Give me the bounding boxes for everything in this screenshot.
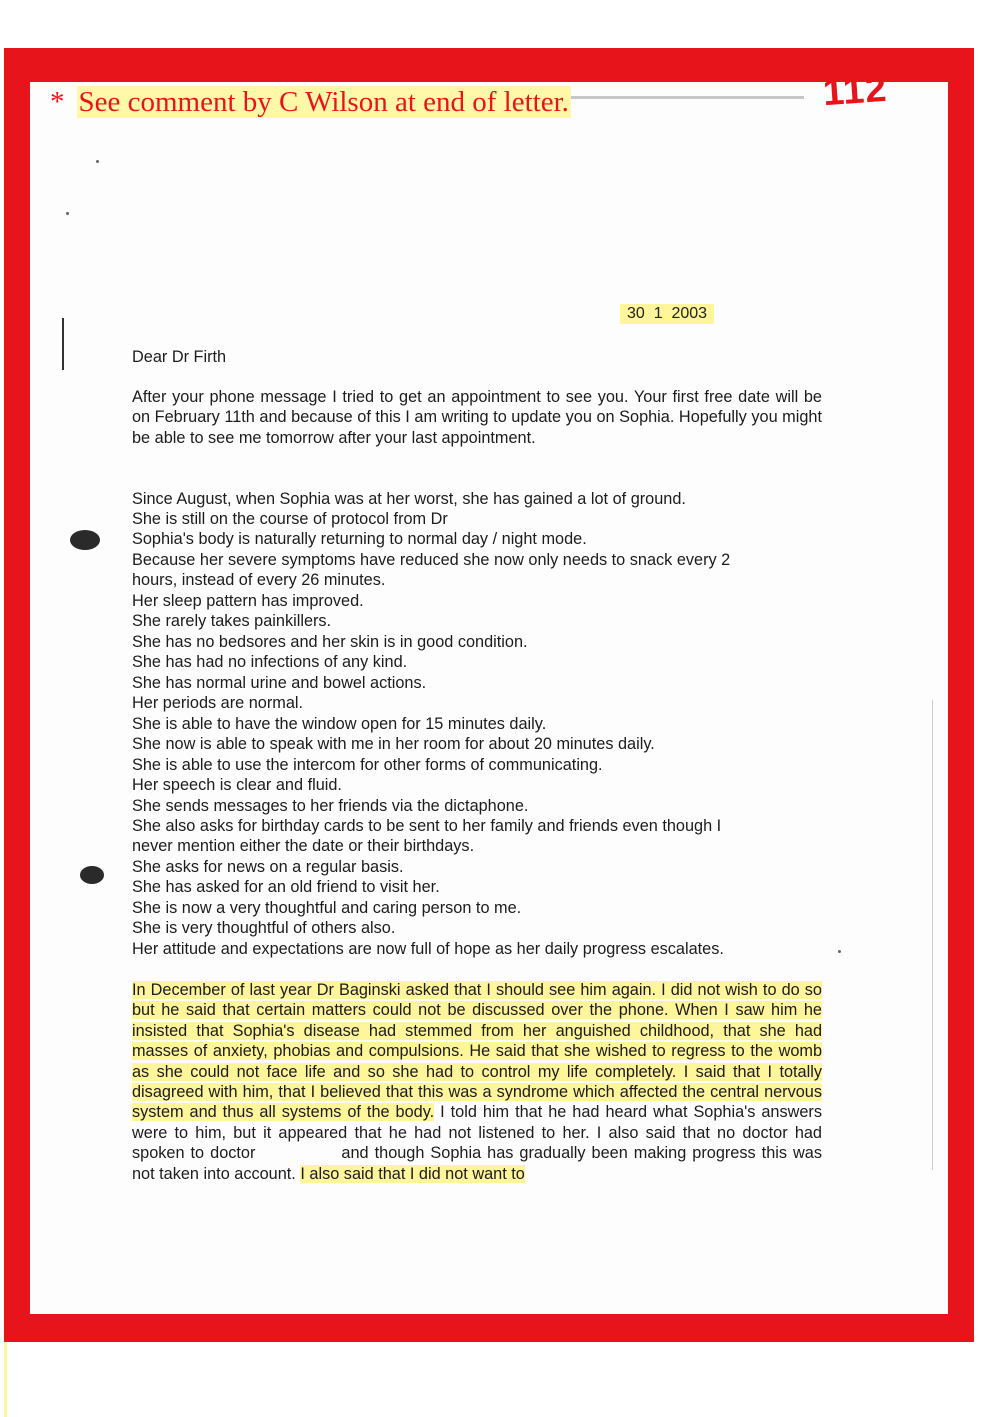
highlighted-passage-end: I also said that I did not want to bbox=[300, 1164, 525, 1183]
progress-line: She also asks for birthday cards to be sent to her family and friends even though I bbox=[132, 817, 722, 835]
scan-speck bbox=[838, 950, 841, 953]
progress-line: Sophia's body is naturally returning to normal day / night mode. bbox=[132, 530, 587, 548]
progress-line: She sends messages to her friends via the dictaphone. bbox=[132, 797, 529, 815]
progress-line: She is very thoughtful of others also. bbox=[132, 919, 396, 937]
progress-line: She is now a very thoughtful and caring person to me. bbox=[132, 899, 522, 917]
progress-line: She asks for news on a regular basis. bbox=[132, 858, 404, 876]
progress-line: She now is able to speak with me in her room for about 20 minutes daily. bbox=[132, 735, 655, 753]
scan-speck bbox=[66, 212, 69, 215]
scan-punch-hole bbox=[80, 866, 104, 884]
scan-mark-line bbox=[62, 318, 64, 370]
progress-line: Her attitude and expectations are now full of hope as her daily progress escalates. bbox=[132, 940, 724, 958]
comment-note-text: See comment by C Wilson at end of letter. bbox=[78, 86, 569, 118]
letter-date: 30 1 2003 bbox=[620, 304, 714, 324]
comment-note bbox=[50, 86, 571, 122]
paragraph-intro: After your phone message I tried to get an appointment to see you. Your first free date will be on February 11th and because of this I am writing to update you on Sophia. Hopefully you might be able to see me tomorrow after your last appointment. bbox=[132, 388, 822, 447]
progress-line: Her periods are normal. bbox=[132, 694, 304, 712]
progress-line: She is able to use the intercom for other forms of communicating. bbox=[132, 756, 603, 774]
progress-line: She has normal urine and bowel actions. bbox=[132, 674, 427, 692]
scan-punch-hole bbox=[70, 530, 100, 550]
progress-line: hours, instead of every 26 minutes. bbox=[132, 571, 386, 589]
progress-line: Her speech is clear and fluid. bbox=[132, 776, 342, 794]
progress-line: Since August, when Sophia was at her worst, she has gained a lot of ground. bbox=[132, 490, 686, 508]
progress-line: She has no bedsores and her skin is in good condition. bbox=[132, 633, 528, 651]
plain-passage: I told him that he had heard what Sophia's answers were to him, but it appeared that he had not listened to her. I also said that no doctor had spoken to doctor bbox=[132, 1103, 822, 1163]
progress-line: She has had no infections of any kind. bbox=[132, 653, 408, 671]
progress-line: She is able to have the window open for 15 minutes daily. bbox=[132, 715, 547, 733]
highlight-strip bbox=[4, 1342, 7, 1417]
progress-line: Because her severe symptoms have reduced she now only needs to snack every 2 bbox=[132, 551, 731, 569]
progress-line: She is still on the course of protocol from Dr bbox=[132, 510, 448, 528]
progress-line: She has asked for an old friend to visit her. bbox=[132, 878, 440, 896]
highlighted-passage: In December of last year Dr Baginski asked that I should see him again. I did not wish to do so but he said that certain matters could not be discussed over the phone. When I saw him he insisted that Sophia's disease had stemmed from her anguished childhood, that she had masses of anxiety, phobias and compulsions. He said that she wished to regress to the womb as she could not face life and so she had to control my life completely. I said that I totally disagreed with him, that I believed that this was a syndrome which affected the central nervous system and thus all systems of the body. bbox=[132, 981, 822, 1122]
scan-mark-line bbox=[932, 700, 933, 1170]
scan-speck bbox=[96, 160, 99, 163]
asterisk: * bbox=[50, 86, 65, 118]
progress-line: She rarely takes painkillers. bbox=[132, 612, 332, 630]
plain-passage: and though Sophia has gradually been making progress this was not taken into account. bbox=[132, 1144, 822, 1183]
progress-line: Her sleep pattern has improved. bbox=[132, 592, 364, 610]
progress-line: never mention either the date or their birthdays. bbox=[132, 837, 475, 855]
salutation: Dear Dr Firth bbox=[132, 348, 227, 366]
page-number: 112 bbox=[821, 67, 889, 115]
paragraph-baginski bbox=[132, 980, 822, 1184]
